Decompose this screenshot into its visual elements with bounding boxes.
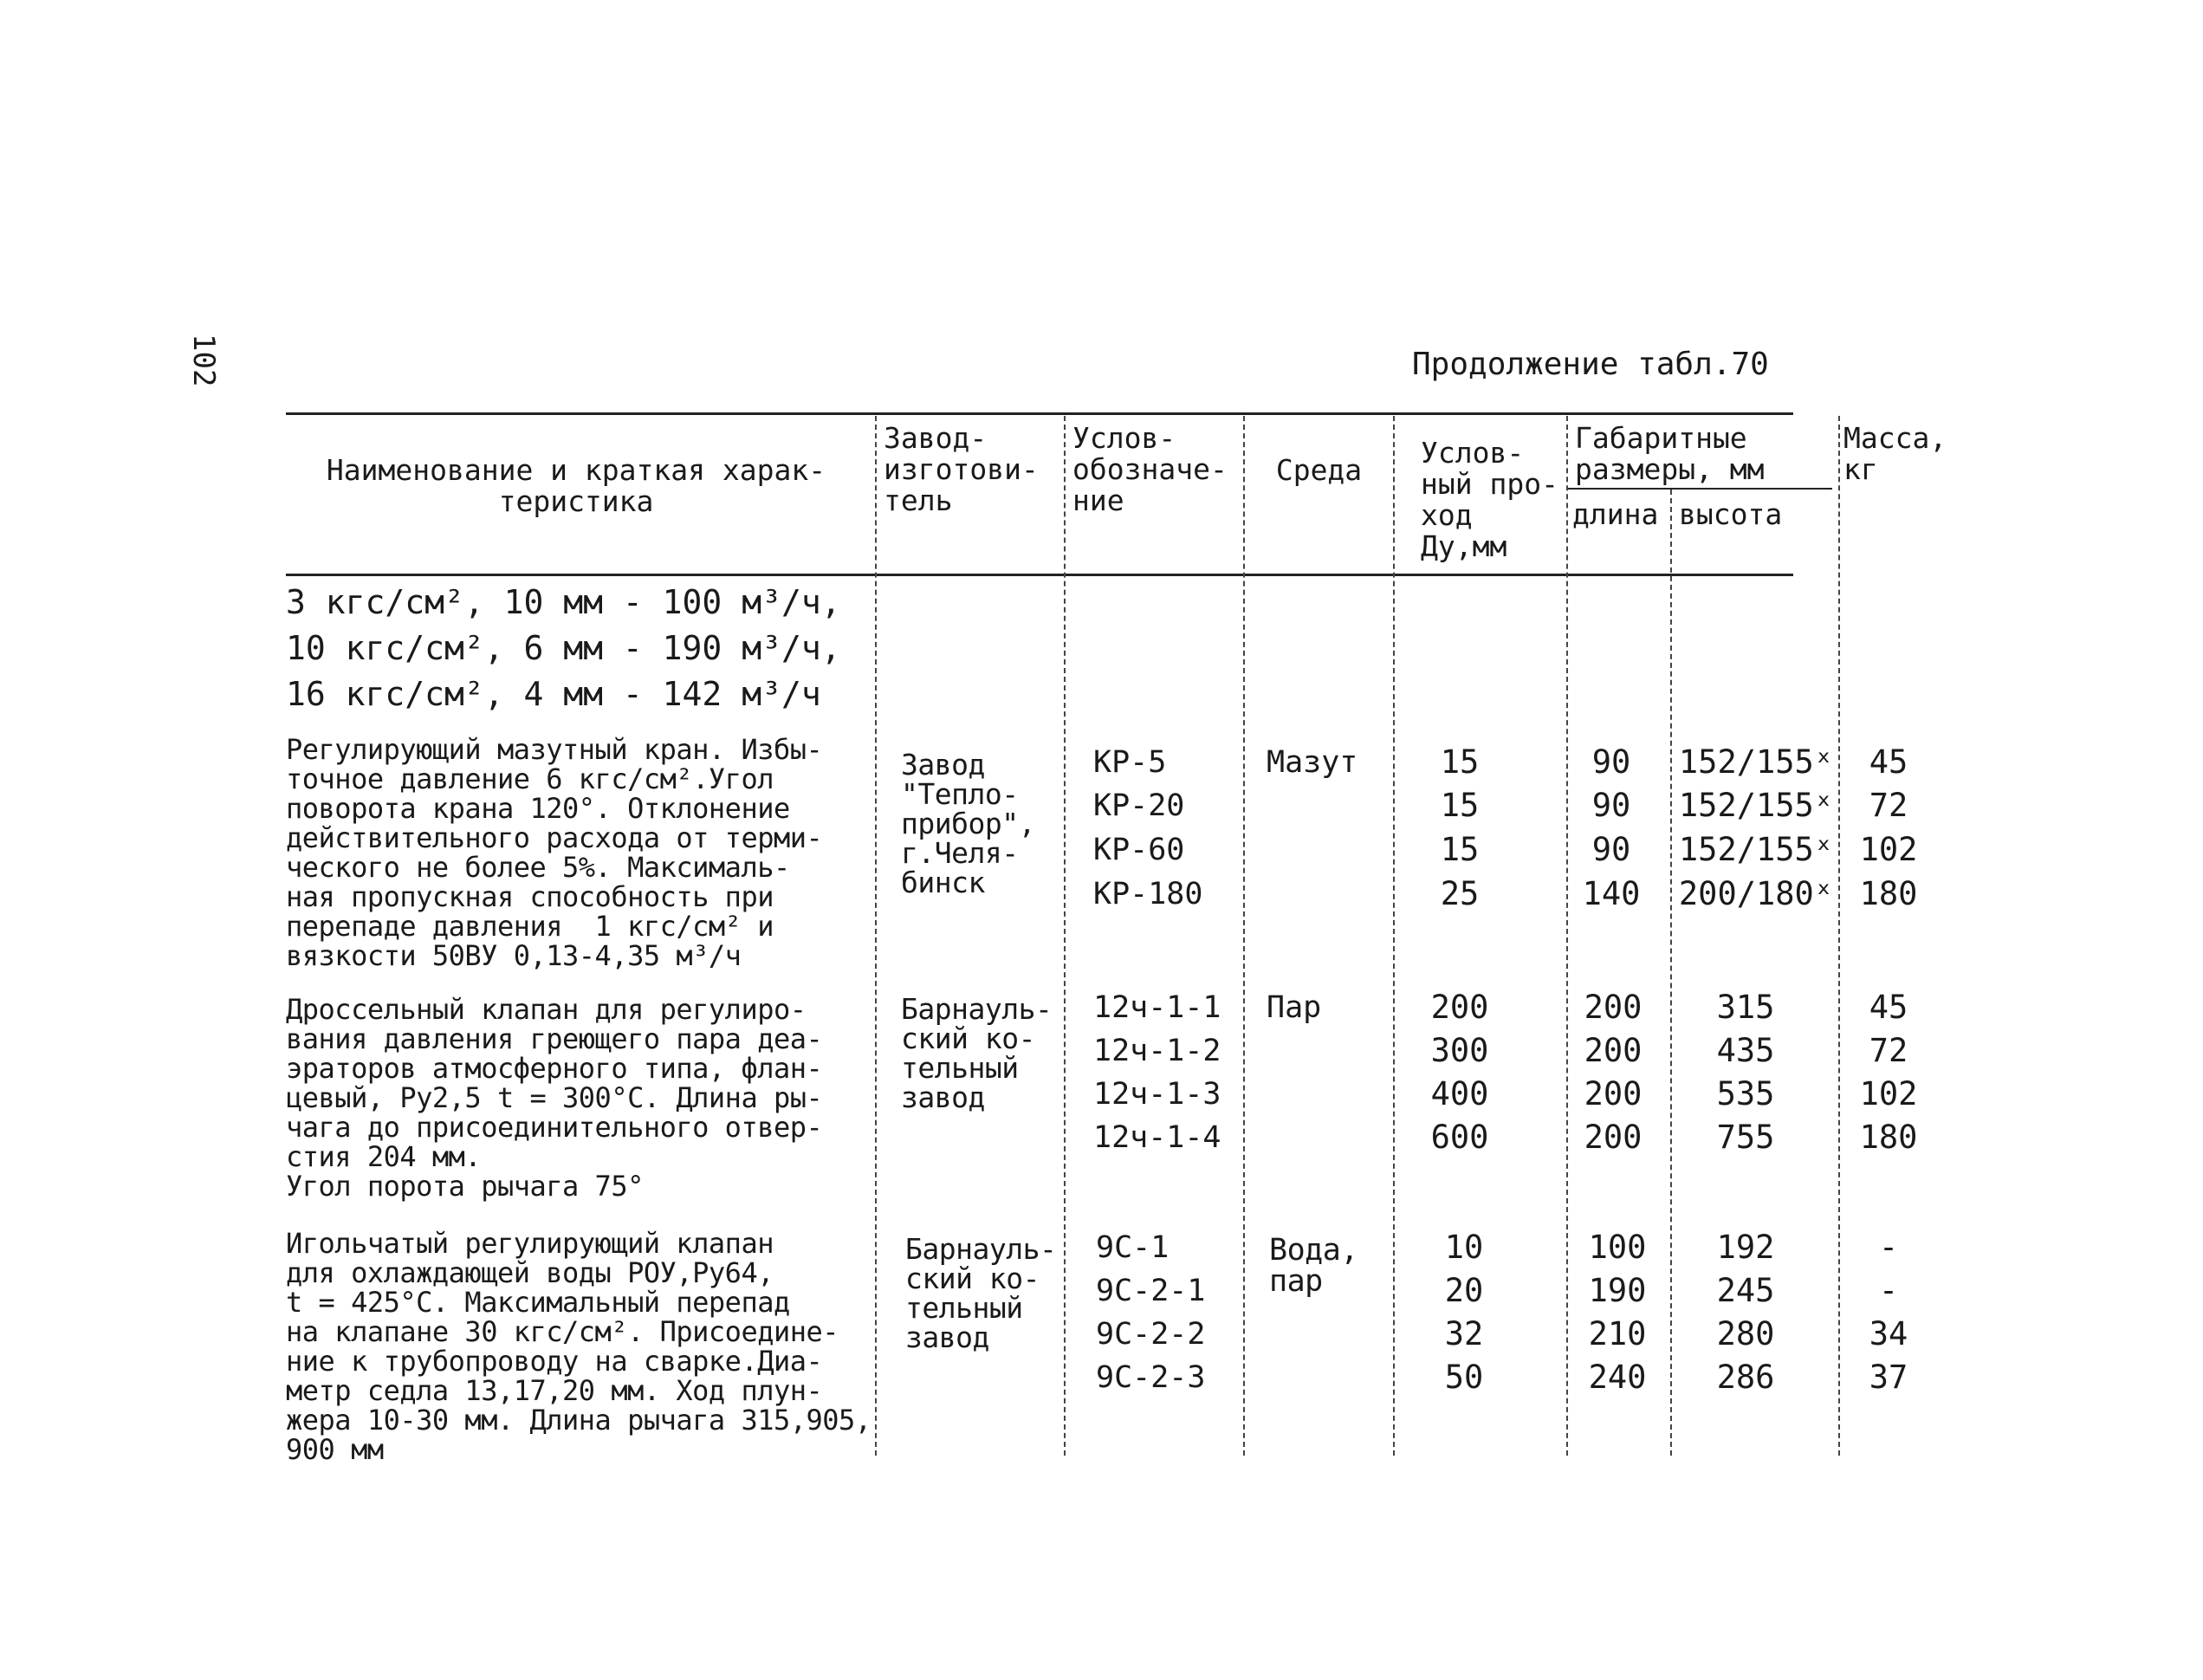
length-cell: 240 <box>1588 1359 1647 1396</box>
height-cell: 152/155ˣ <box>1678 787 1834 824</box>
dn-cell: 32 <box>1444 1315 1484 1352</box>
section-description: Регулирующий мазутный кран. Избы- точное давление 6 кгс/см².Угол поворота крана 120°. Отклонение действительного расхода от терми- ческого не более 5%. Максималь- ная пропускная способность при перепаде давления 1 кгс/см² и вязкости 50ВУ 0,13-4,35 м³/ч <box>286 733 823 972</box>
dn-cell: 20 <box>1444 1272 1484 1309</box>
length-cell: 140 <box>1582 875 1641 912</box>
dn-cell: 300 <box>1430 1032 1489 1069</box>
header-dims: Габаритные размеры, мм <box>1575 421 1765 486</box>
section-medium: Вода, пар <box>1269 1233 1358 1299</box>
code-cell: 9С-2-2 <box>1096 1317 1206 1352</box>
code-cell: 12ч-1-1 <box>1093 990 1221 1025</box>
height-cell: 315 <box>1716 989 1775 1026</box>
header-height: высота <box>1679 497 1783 531</box>
dn-cell: 15 <box>1440 831 1480 868</box>
length-cell: 190 <box>1588 1272 1647 1309</box>
col-separator <box>875 416 878 1456</box>
mass-cell: 180 <box>1859 1119 1918 1156</box>
mass-cell: 37 <box>1869 1359 1908 1396</box>
continuation-line: 10 кгс/см², 6 мм - 190 м³/ч, <box>286 629 841 667</box>
header-name: Наименование и краткая харак- теристика <box>326 453 826 518</box>
section-medium: Пар <box>1267 990 1322 1025</box>
code-cell: 9С-2-1 <box>1096 1274 1206 1308</box>
continuation-line: 3 кгс/см², 10 мм - 100 м³/ч, <box>286 583 841 621</box>
height-cell: 192 <box>1716 1229 1775 1266</box>
length-cell: 90 <box>1591 787 1631 824</box>
section-maker: Барнауль- ский ко- тельный завод <box>901 992 1053 1114</box>
page-number: 102 <box>186 334 221 387</box>
height-cell: 152/155ˣ <box>1678 743 1834 781</box>
code-cell: 9С-1 <box>1096 1230 1170 1265</box>
section-medium: Мазут <box>1267 745 1358 780</box>
section-description: Дроссельный клапан для регулиро- вания давления греющего пара деа- эраторов атмосферного типа, флан- цевый, Ру2,5 t = 300°С. Длина ры- чага до присоединительного отвер- стия 204 мм. Угол порота рычага 75° <box>286 993 823 1203</box>
section-maker: Барнауль- ский ко- тельный завод <box>905 1232 1057 1354</box>
code-cell: КР-60 <box>1093 833 1185 867</box>
mass-cell: 34 <box>1869 1315 1908 1352</box>
header-length: длина <box>1572 497 1659 531</box>
section-maker: Завод "Тепло- прибор", г.Челя- бинск <box>901 748 1035 899</box>
mass-cell: 102 <box>1859 1075 1918 1112</box>
header-medium: Среда <box>1275 453 1363 487</box>
code-cell: 12ч-1-3 <box>1093 1077 1221 1112</box>
height-cell: 435 <box>1716 1032 1775 1069</box>
col-separator <box>1243 416 1247 1456</box>
mass-cell: 72 <box>1869 787 1908 824</box>
dn-cell: 25 <box>1440 875 1480 912</box>
continuation-line: 16 кгс/см², 4 мм - 142 м³/ч <box>286 675 821 713</box>
header-dn: Услов- ный про- ход Ду,мм <box>1421 436 1558 563</box>
col-separator <box>1064 416 1067 1456</box>
dims-split-rule <box>1568 488 1832 490</box>
code-cell: 12ч-1-4 <box>1093 1120 1221 1155</box>
length-cell: 210 <box>1588 1315 1647 1352</box>
mass-cell: 45 <box>1869 743 1908 781</box>
col-separator <box>1393 416 1396 1456</box>
dn-cell: 10 <box>1444 1229 1484 1266</box>
mass-cell: 72 <box>1869 1032 1908 1069</box>
dn-cell: 50 <box>1444 1359 1484 1396</box>
mass-cell: 45 <box>1869 989 1908 1026</box>
col-separator <box>1838 416 1842 1456</box>
length-cell: 90 <box>1591 743 1631 781</box>
dn-cell: 15 <box>1440 743 1480 781</box>
header-mass: Масса, кг <box>1843 421 1947 486</box>
code-cell: 12ч-1-2 <box>1093 1034 1221 1068</box>
height-cell: 152/155ˣ <box>1678 831 1834 868</box>
height-cell: 535 <box>1716 1075 1775 1112</box>
length-cell: 200 <box>1584 1119 1643 1156</box>
header-code: Услов- обозначе- ние <box>1072 421 1228 517</box>
height-cell: 286 <box>1716 1359 1775 1396</box>
dn-cell: 15 <box>1440 787 1480 824</box>
height-cell: 200/180ˣ <box>1678 875 1834 912</box>
dn-cell: 400 <box>1430 1075 1489 1112</box>
dn-cell: 600 <box>1430 1119 1489 1156</box>
length-cell: 200 <box>1584 989 1643 1026</box>
code-cell: 9С-2-3 <box>1096 1360 1206 1395</box>
code-cell: КР-20 <box>1093 788 1185 823</box>
mass-cell: 102 <box>1859 831 1918 868</box>
height-cell: 755 <box>1716 1119 1775 1156</box>
col-separator <box>1670 490 1674 1456</box>
mass-cell: 180 <box>1859 875 1918 912</box>
length-cell: 90 <box>1591 831 1631 868</box>
mass-cell: - <box>1878 1229 1899 1266</box>
length-cell: 200 <box>1584 1032 1643 1069</box>
code-cell: КР-5 <box>1093 745 1167 780</box>
code-cell: КР-180 <box>1093 877 1203 911</box>
dn-cell: 200 <box>1430 989 1489 1026</box>
height-cell: 245 <box>1716 1272 1775 1309</box>
section-description: Игольчатый регулирующий клапан для охлаждающей воды РОУ,Ру64, t = 425°С. Максимальный перепад на клапане 30 кгс/см². Присоедине- ние к трубопроводу на сварке.Диа- метр седла 13,17,20 мм. Ход плун- жера 10-30 мм. Длина рычага 315,905, 900 мм <box>286 1227 871 1466</box>
length-cell: 200 <box>1584 1075 1643 1112</box>
height-cell: 280 <box>1716 1315 1775 1352</box>
mass-cell: - <box>1878 1272 1899 1309</box>
table-caption: Продолжение табл.70 <box>1412 347 1769 382</box>
length-cell: 100 <box>1588 1229 1647 1266</box>
header-maker: Завод- изготови- тель <box>884 421 1039 517</box>
table-top-rule <box>286 412 1793 415</box>
